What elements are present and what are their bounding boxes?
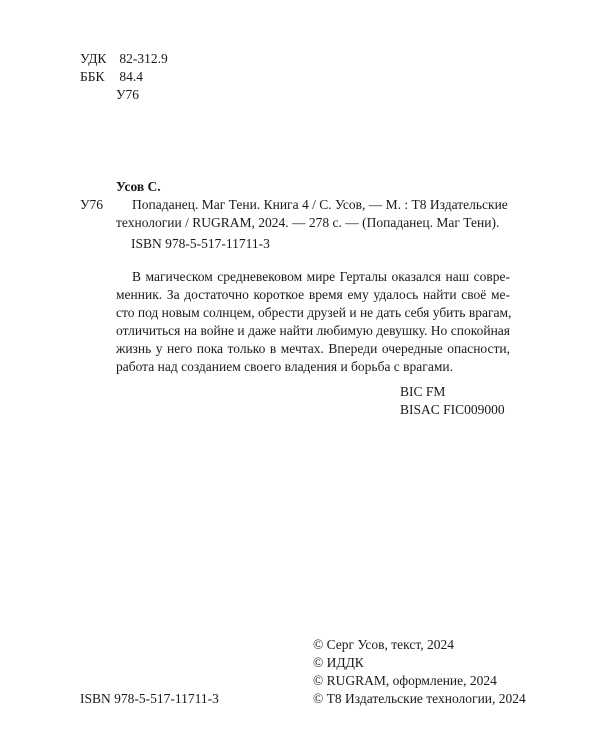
copyright-block — [313, 636, 526, 708]
copyright-line: © RUGRAM, оформление, 2024 — [313, 673, 497, 688]
annotation-line: жизнь у него пока только в мечтах. Впереди очередные опасности, — [116, 341, 510, 356]
annotation-line: менник. За достаточно короткое время ему удалось найти своё ме- — [116, 287, 510, 302]
copyright-line: © Т8 Издательские технологии, 2024 — [313, 691, 526, 706]
author-name: Усов С. — [116, 179, 161, 194]
footer-isbn: ISBN 978-5-517-11711-3 — [80, 691, 219, 706]
subject-codes — [400, 383, 505, 419]
annotation-line: отличиться на войне и даже найти любимую девушку. Но спокойная — [116, 323, 510, 338]
bib-description-line-1: Попаданец. Маг Тени. Книга 4 / С. Усов, — М. : Т8 Издательские — [132, 197, 508, 212]
bic-code: BIC FM — [400, 384, 446, 399]
bbk-label: ББК — [80, 69, 105, 84]
author-mark: У76 — [116, 87, 140, 102]
copyright-line: © Серг Усов, текст, 2024 — [313, 637, 454, 652]
annotation-line: работа над созданием своего владения и борьба с врагами. — [116, 359, 453, 374]
bib-description-line-2: технологии / RUGRAM, 2024. — 278 с. — (Попаданец. Маг Тени). — [116, 215, 500, 230]
bisac-code: BISAC FIC009000 — [400, 402, 505, 417]
isbn-line: ISBN 978-5-517-11711-3 — [131, 236, 270, 251]
udk-value: 82-312.9 — [119, 51, 168, 66]
annotation-line: В магическом средневековом мире Герталы оказался наш совре- — [132, 269, 510, 284]
udk-label: УДК — [80, 51, 107, 66]
index-mark: У76 — [80, 197, 104, 212]
bbk-row — [80, 68, 143, 86]
bibliographic-record — [116, 178, 516, 232]
udk-row — [80, 50, 168, 68]
copyright-line: © ИДДК — [313, 655, 364, 670]
annotation — [116, 268, 510, 376]
bbk-value: 84.4 — [119, 69, 143, 84]
annotation-line: сто под новым солнцем, обрести друзей и не дать себя убить врагам, — [116, 305, 512, 320]
